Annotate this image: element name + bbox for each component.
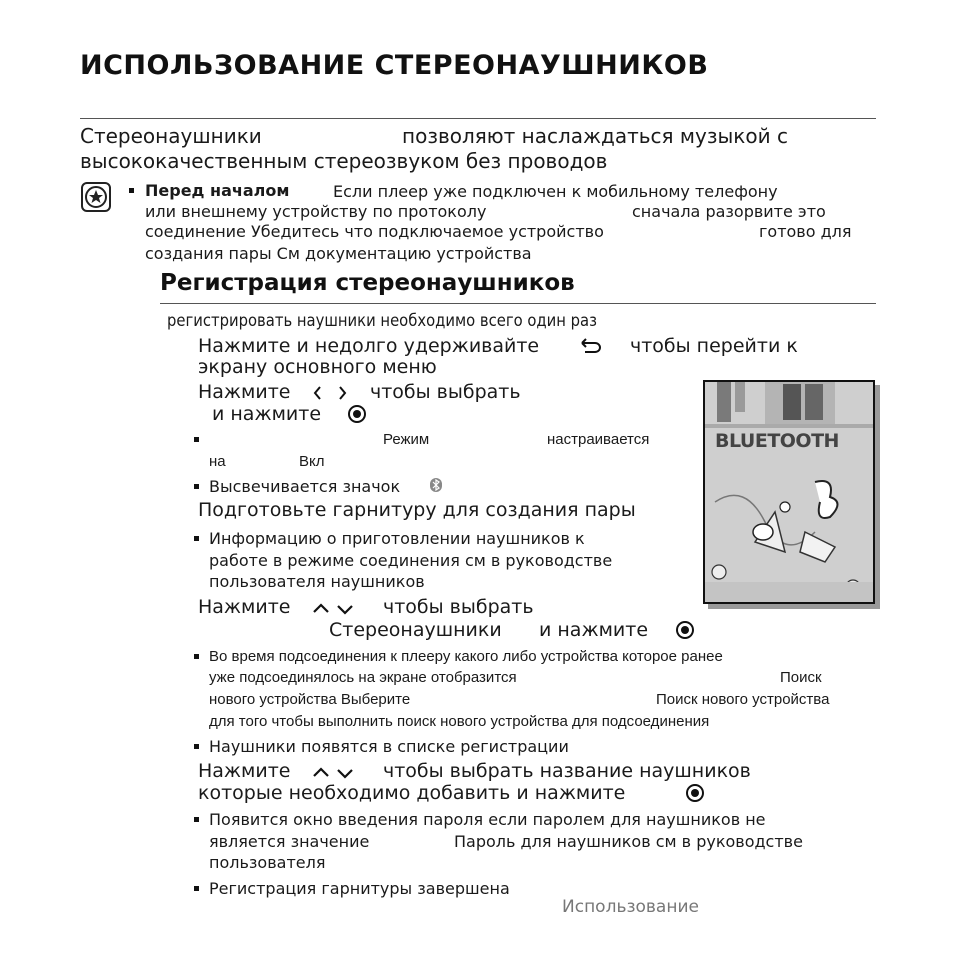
bullet-list-text: Наушники появятся в списке регистрации	[209, 737, 569, 756]
step2-line1b: чтобы выбрать	[370, 381, 521, 403]
section-divider	[160, 303, 876, 304]
step1-line1a: Нажмите и недолго удерживайте	[198, 335, 540, 357]
step2-line2: и нажмите	[212, 403, 322, 425]
password-line2b: Пароль для наушников см в руководстве	[454, 832, 803, 851]
note-line2a: или внешнему устройству по протоколу	[145, 202, 487, 221]
step4-line1a: Нажмите	[198, 596, 291, 618]
password-line1: Появится окно введения пароля если паролем для наушников не	[209, 810, 766, 829]
bullet-marker	[194, 437, 199, 442]
note-line4: создания пары См документацию устройства	[145, 244, 532, 263]
bullet-marker	[194, 484, 199, 489]
mode-b: настраивается	[547, 431, 650, 448]
up-down-arrows-icon	[312, 601, 356, 620]
search-line1: Во время подсоединения к плееру какого либо устройства которое ранее	[209, 648, 723, 665]
note-line3a: соединение Убедитесь что подключаемое устройство	[145, 222, 604, 241]
bullet-marker	[194, 817, 199, 822]
bluetooth-icon	[430, 478, 442, 492]
bullet-marker	[194, 536, 199, 541]
step4-line1b: чтобы выбрать	[383, 596, 534, 618]
left-right-arrows-icon	[312, 385, 348, 405]
info-line3: пользователя наушников	[209, 572, 425, 591]
search-line2b: Поиск	[780, 669, 822, 686]
select-button-icon	[686, 784, 704, 802]
step5-line1a: Нажмите	[198, 760, 291, 782]
info-line2: работе в режиме соединения см в руководстве	[209, 551, 613, 570]
intro-part2: позволяют наслаждаться музыкой с	[402, 124, 788, 148]
search-line3a: нового устройства Выберите	[209, 691, 411, 708]
search-line3b: Поиск нового устройства	[656, 691, 830, 708]
back-arrow-icon	[578, 338, 604, 358]
bullet-icon-text: Высвечивается значок	[209, 477, 401, 496]
section-subtitle: регистрировать наушники необходимо всего один раз	[167, 311, 597, 331]
step4-line2b: и нажмите	[539, 619, 649, 641]
mode-a: Режим	[383, 431, 430, 448]
bullet-marker	[194, 654, 199, 659]
note-line2b: сначала разорвите это	[632, 202, 826, 221]
password-line2a: является значение	[209, 832, 370, 851]
search-line4: для того чтобы выполнить поиск нового устройства для подсоединения	[209, 713, 710, 730]
step2-line1a: Нажмите	[198, 381, 291, 403]
select-button-icon	[348, 405, 366, 423]
select-button-icon	[676, 621, 694, 639]
intro-line2: высококачественным стереозвуком без проводов	[80, 149, 608, 173]
note-line3b: готово для	[759, 222, 852, 241]
search-line2a: уже подсоединялось на экране отобразится	[209, 669, 517, 686]
step4-line2a: Стереонаушники	[329, 619, 502, 641]
step1-line1b: чтобы перейти к	[630, 335, 798, 357]
step5-line1b: чтобы выбрать название наушников	[383, 760, 751, 782]
note-line1: Если плеер уже подключен к мобильному телефону	[333, 182, 778, 201]
password-line3: пользователя	[209, 853, 326, 872]
bullet-marker	[194, 744, 199, 749]
bullet-marker	[194, 886, 199, 891]
mode-c: на	[209, 453, 226, 470]
note-bullet	[129, 188, 134, 193]
bluetooth-logo-text: BLUETOOTH	[715, 430, 839, 452]
mode-d: Вкл	[299, 453, 325, 470]
info-line1: Информацию о приготовлении наушников к	[209, 529, 585, 548]
step3: Подготовьте гарнитуру для создания пары	[198, 499, 636, 521]
device-screen-image	[703, 380, 875, 604]
star-note-icon	[81, 182, 111, 212]
section-title: Регистрация стереонаушников	[160, 270, 575, 296]
step5-line2: которые необходимо добавить и нажмите	[198, 782, 626, 804]
step1-line2: экрану основного меню	[198, 356, 437, 378]
note-label: Перед началом	[145, 181, 290, 200]
title-divider	[80, 118, 876, 119]
intro-part1: Стереонаушники	[80, 124, 262, 148]
page-title: ИСПОЛЬЗОВАНИЕ СТЕРЕОНАУШНИКОВ	[80, 50, 709, 81]
bullet-done-text: Регистрация гарнитуры завершена	[209, 879, 510, 898]
page-footer: Использование	[562, 897, 699, 917]
